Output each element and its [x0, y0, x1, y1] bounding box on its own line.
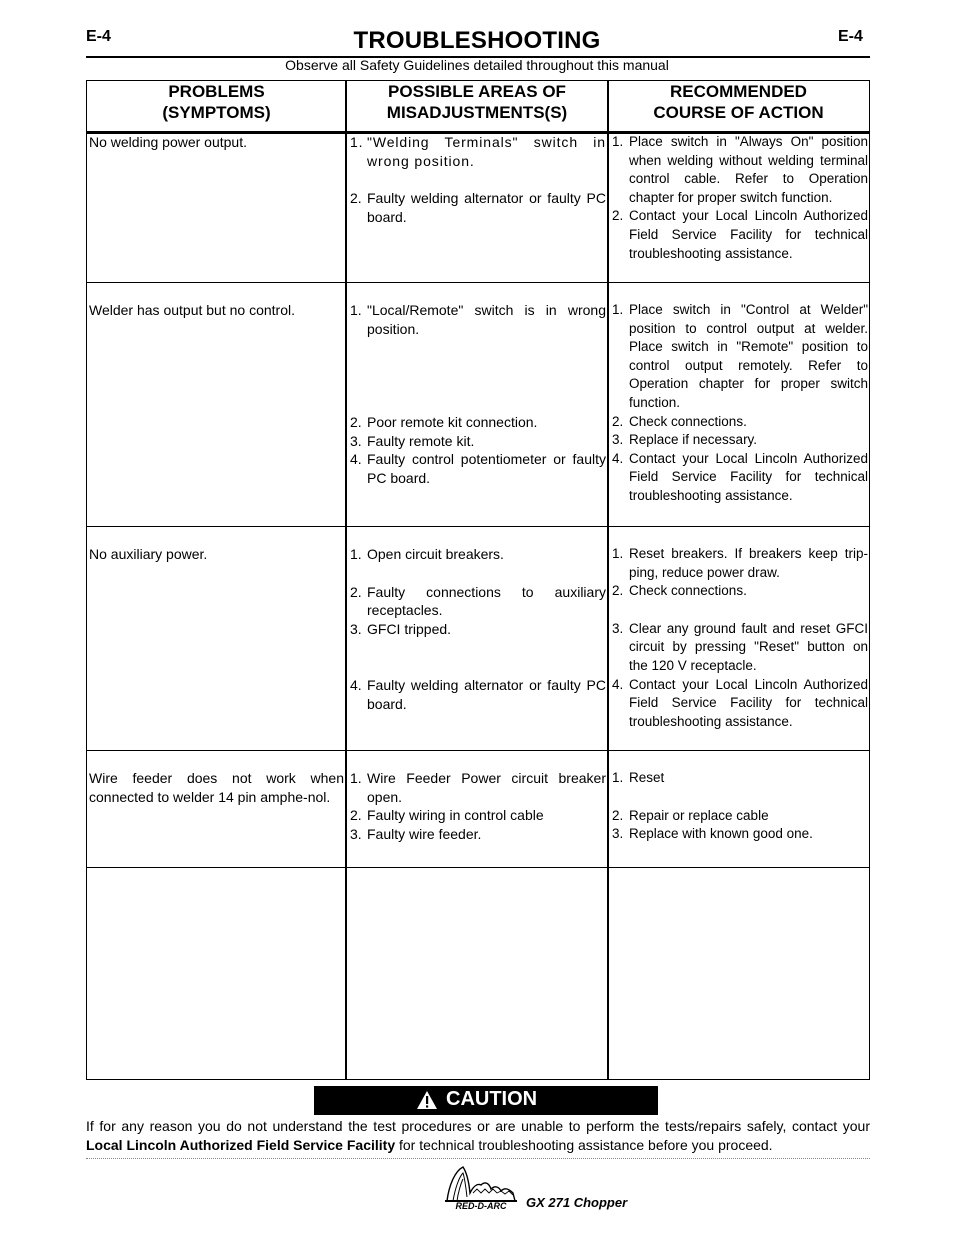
row2-actions — [612, 301, 868, 506]
header-problems — [88, 80, 345, 133]
header-actions-line2: COURSE OF ACTION — [653, 103, 824, 122]
row3-cause1: 1. Open circuit breakers. — [350, 546, 504, 562]
page-title: TROUBLESHOOTING — [353, 27, 601, 54]
row2-cause2: 2. Poor remote kit connection. — [350, 414, 538, 431]
header-causes-line1: POSSIBLE AREAS OF — [388, 82, 566, 101]
warning-triangle-icon — [416, 1090, 438, 1110]
row4-action1: 1. Reset — [612, 770, 665, 785]
row2-problem: Welder has output but no control. — [89, 302, 295, 318]
row3-action3: 3. Clear any ground fault and reset GFCI circuit by pressing "Reset" button on the 120 V receptacle. — [612, 620, 868, 673]
row2-cause1: 1. "Local/Remote" switch is in wrong position. — [350, 302, 606, 337]
row4-cause1: 1. Wire Feeder Power circuit breaker open. — [350, 770, 606, 805]
caution-text-before: If for any reason you do not understand the test procedures or are unable to perform the tests/repairs safely, contact your — [86, 1118, 870, 1134]
row1-action2: 2. Contact your Local Lincoln Authorized Field Service Facility for technical troubleshooting assistance. — [612, 208, 868, 261]
row-divider-1 — [86, 282, 870, 283]
header-problems-line1: PROBLEMS — [168, 82, 265, 101]
row2-causes — [350, 301, 606, 488]
footer-divider — [86, 1158, 870, 1159]
row3-action2: 2. Check connections. — [612, 583, 747, 599]
row3-cause4: 4. Faulty welding alternator or faulty PC board. — [350, 677, 606, 712]
row3-actions — [612, 545, 868, 731]
model-name: GX 271 Chopper — [526, 1195, 628, 1210]
row1-problem: No welding power output. — [89, 134, 247, 150]
caution-text-bold: Local Lincoln Authorized Field Service Facility — [86, 1137, 396, 1153]
page-code-right: E-4 — [838, 28, 863, 45]
row-divider-3 — [86, 750, 870, 751]
row4-cause3: 3. Faulty wire feeder. — [350, 825, 482, 842]
row-divider-2 — [86, 526, 870, 527]
row1-cause2: 2. Faulty welding alternator or faulty PC board. — [350, 190, 606, 225]
row3-cause2: 2. Faulty connections to auxiliary receptacles. — [350, 583, 606, 619]
safety-note: Observe all Safety Guidelines detailed throughout this manual — [285, 57, 669, 73]
header-actions-line1: RECOMMENDED — [670, 82, 807, 101]
row2-action4: 4. Contact your Local Lincoln Authorized Field Service Facility for technical troubleshooting assistance. — [612, 450, 868, 503]
header-problems-line2: (SYMPTOMS) — [162, 103, 271, 122]
row3-action4: 4. Contact your Local Lincoln Authorized Field Service Facility for technical troubleshooting assistance. — [612, 676, 868, 729]
logo-text: RED-D-ARC — [455, 1201, 507, 1211]
caution-label: CAUTION — [446, 1088, 538, 1110]
caution-text-after: for technical troubleshooting assistance before you proceed. — [395, 1137, 773, 1153]
red-d-arc-logo — [443, 1163, 519, 1211]
header-causes-line2: MISADJUSTMENTS(S) — [386, 103, 568, 122]
header-causes — [347, 80, 607, 133]
row2-action3: 3. Replace if necessary. — [612, 432, 758, 448]
row4-action3: 3. Replace with known good one. — [612, 826, 813, 842]
page-code-left: E-4 — [86, 28, 111, 45]
row-divider-4 — [86, 867, 870, 868]
row2-cause3: 3. Faulty remote kit. — [350, 432, 475, 449]
row4-cause2: 2. Faulty wiring in control cable — [350, 807, 544, 824]
caution-notice — [86, 1117, 870, 1155]
row4-action2: 2. Repair or replace cable — [612, 807, 769, 823]
row3-problem: No auxiliary power. — [89, 546, 208, 562]
row1-cause1: 1. "Welding Terminals" switch in wrong position. — [350, 134, 606, 169]
row3-causes — [350, 545, 606, 714]
row2-action1: 1. Place switch in "Control at Welder" position to control output at welder. Place switch in "Remote" position to control output remotely. Refer to Operation chapter for proper switch function. — [612, 302, 868, 410]
row1-actions — [612, 133, 868, 263]
row4-causes — [350, 769, 606, 843]
column-divider-2 — [607, 80, 609, 1080]
caution-bar — [314, 1086, 658, 1115]
row1-causes — [350, 133, 606, 226]
column-divider-1 — [345, 80, 347, 1080]
row4-problem: Wire feeder does not work when connected to welder 14 pin amphe-nol. — [89, 770, 344, 805]
row3-action1: 1. Reset breakers. If breakers keep trip-ping, reduce power draw. — [612, 546, 868, 580]
row2-action2: 2. Check connections. — [612, 413, 747, 429]
header-actions — [609, 80, 868, 133]
row2-cause4: 4. Faulty control potentiometer or faulty PC board. — [350, 451, 606, 486]
row3-cause3: 3. GFCI tripped. — [350, 620, 452, 637]
row1-action1: 1. Place switch in "Always On" position when welding without welding terminal control cable. Refer to Operation chapter for proper switch function. — [612, 134, 868, 205]
row4-actions — [612, 769, 868, 844]
